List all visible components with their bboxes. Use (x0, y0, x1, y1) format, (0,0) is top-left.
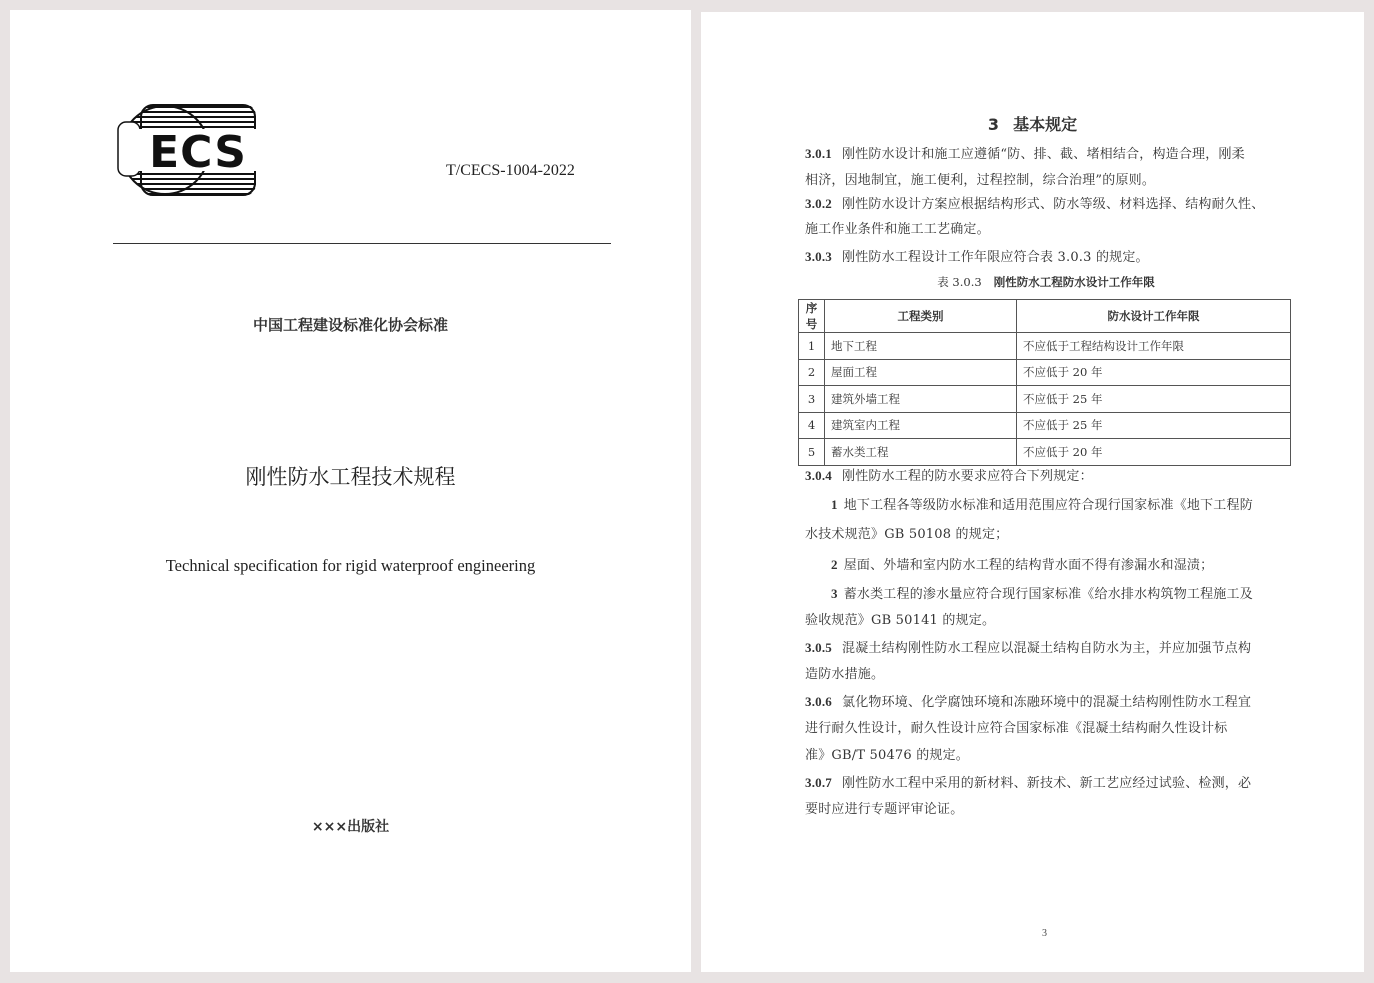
clause-line: 要时应进行专题评审论证。 (805, 802, 964, 817)
table-cell: 5 (799, 439, 825, 466)
list-item-line: 1 地下工程各等级防水标准和适用范围应符合现行国家标准《地下工程防 (831, 497, 1253, 513)
clause-line: 3.0.3 刚性防水工程设计工作年限应符合表 3.0.3 的规定。 (805, 249, 1149, 265)
table-cell: 不应低于 25 年 (1017, 386, 1291, 413)
table-cell: 地下工程 (825, 333, 1017, 360)
design-life-table (798, 299, 1291, 466)
table-cell: 不应低于 20 年 (1017, 359, 1291, 386)
cover-page (10, 10, 691, 972)
list-item-line: 2 屋面、外墙和室内防水工程的结构背水面不得有渗漏水和湿渍； (831, 557, 1214, 573)
standard-code: T/CECS-1004-2022 (446, 162, 575, 179)
table-number: 表 3.0.3 (937, 275, 982, 289)
table-caption-text: 刚性防水工程防水设计工作年限 (993, 275, 1155, 289)
clause-line: 造防水措施。 (805, 667, 885, 682)
clause-number: 3.0.5 (805, 640, 832, 655)
clause-number: 3.0.2 (805, 196, 832, 211)
list-item-number: 1 (831, 497, 838, 512)
clause-line: 3.0.1 刚性防水设计和施工应遵循“防、排、截、堵相结合，构造合理，刚柔 (805, 146, 1245, 162)
clause-line: 相济，因地制宜，施工便利，过程控制，综合治理”的原则。 (805, 173, 1156, 188)
chapter-heading (701, 112, 1364, 135)
logo-text: ECS (149, 127, 247, 178)
table-cell: 屋面工程 (825, 359, 1017, 386)
list-item-number: 2 (831, 557, 838, 572)
table-cell: 不应低于 25 年 (1017, 412, 1291, 439)
table-header-cell: 序号 (799, 300, 825, 333)
table-cell: 不应低于工程结构设计工作年限 (1017, 333, 1291, 360)
clause-line: 进行耐久性设计，耐久性设计应符合国家标准《混凝土结构耐久性设计标 (805, 721, 1228, 736)
table-cell: 建筑外墙工程 (825, 386, 1017, 413)
clause-line: 3.0.2 刚性防水设计方案应根据结构形式、防水等级、材料选择、结构耐久性、 (805, 196, 1265, 212)
clause-line: 3.0.6 氯化物环境、化学腐蚀环境和冻融环境中的混凝土结构刚性防水工程宜 (805, 694, 1252, 710)
list-item-number: 3 (831, 586, 838, 601)
list-item-line: 验收规范》GB 50141 的规定。 (805, 613, 996, 628)
clause-line: 3.0.4 刚性防水工程的防水要求应符合下列规定： (805, 468, 1093, 484)
chapter-number: 3 (987, 115, 1000, 134)
table-cell: 蓄水类工程 (825, 439, 1017, 466)
clause-number: 3.0.1 (805, 146, 832, 161)
cover-divider (113, 243, 611, 244)
table-header-row (799, 300, 1291, 333)
clause-number: 3.0.6 (805, 694, 832, 709)
clause-line: 准》GB/T 50476 的规定。 (805, 748, 970, 763)
list-item-line: 水技术规范》GB 50108 的规定； (805, 527, 1009, 542)
table-header-cell: 工程类别 (825, 300, 1017, 333)
table-header-cell: 防水设计工作年限 (1017, 300, 1291, 333)
chapter-title: 基本规定 (1013, 115, 1078, 134)
table-cell: 建筑室内工程 (825, 412, 1017, 439)
list-item-line: 3 蓄水类工程的渗水量应符合现行国家标准《给水排水构筑物工程施工及 (831, 586, 1253, 602)
table-cell: 3 (799, 386, 825, 413)
table-row (799, 386, 1291, 413)
table-row (799, 439, 1291, 466)
table-row (799, 412, 1291, 439)
association-name: 中国工程建设标准化协会标准 (252, 316, 448, 334)
clause-number: 3.0.4 (805, 468, 832, 483)
table-row (799, 333, 1291, 360)
table-cell: 4 (799, 412, 825, 439)
table-cell: 1 (799, 333, 825, 360)
document-title-chinese: 刚性防水工程技术规程 (245, 465, 456, 489)
table-cell: 2 (799, 359, 825, 386)
document-title-english: Technical specification for rigid waterproof engineering (165, 556, 536, 575)
clause-line: 施工作业条件和施工工艺确定。 (805, 222, 990, 237)
clause-line: 3.0.7 刚性防水工程中采用的新材料、新技术、新工艺应经过试验、检测，必 (805, 775, 1252, 791)
table-caption (701, 274, 1374, 290)
clause-line: 3.0.5 混凝土结构刚性防水工程应以混凝土结构自防水为主，并应加强节点构 (805, 640, 1252, 656)
ecs-logo (117, 104, 267, 196)
content-page (701, 12, 1364, 972)
page-number: 3 (1042, 928, 1047, 939)
clause-number: 3.0.3 (805, 249, 832, 264)
table-cell: 不应低于 20 年 (1017, 439, 1291, 466)
clause-number: 3.0.7 (805, 775, 832, 790)
table-row (799, 359, 1291, 386)
publisher-name: ×××出版社 (311, 819, 390, 835)
